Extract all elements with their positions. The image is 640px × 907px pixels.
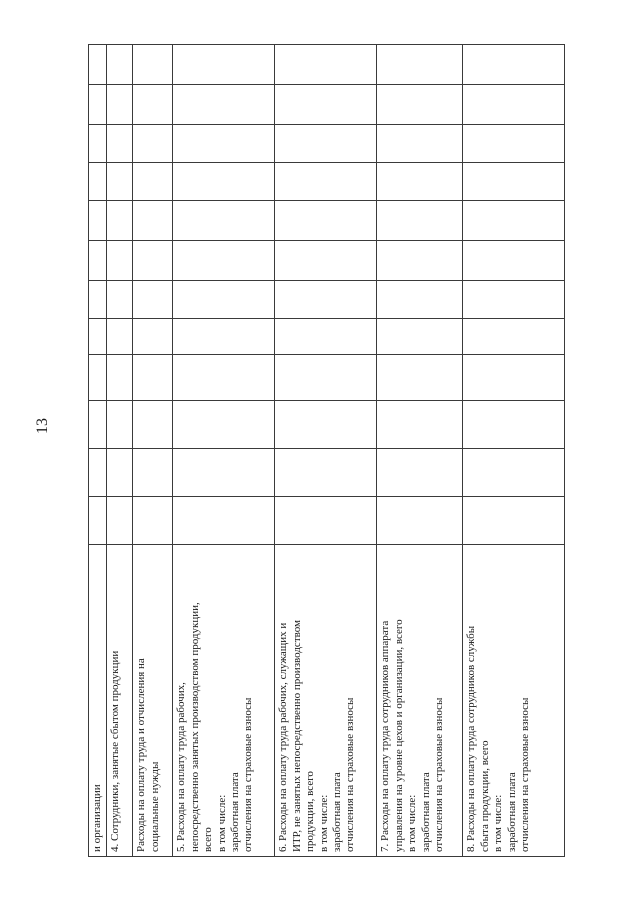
empty-value-cell: [107, 85, 133, 125]
empty-value-cell: [89, 319, 107, 355]
empty-value-cell: [133, 85, 173, 125]
empty-value-cell: [463, 241, 565, 281]
cost-table: [88, 44, 565, 857]
empty-value-cell: [89, 125, 107, 163]
empty-value-cell: [133, 355, 173, 401]
empty-value-cell: [173, 281, 275, 319]
rotated-table-sheet: [88, 45, 563, 857]
empty-value-cell: [133, 401, 173, 449]
empty-value-cell: [377, 355, 463, 401]
empty-value-cell: [463, 201, 565, 241]
empty-value-cell: [173, 319, 275, 355]
empty-value-cell: [275, 201, 377, 241]
empty-value-cell: [377, 45, 463, 85]
table-row: [173, 45, 275, 857]
empty-value-cell: [173, 241, 275, 281]
empty-value-cell: [463, 497, 565, 545]
empty-value-cell: [173, 125, 275, 163]
empty-value-cell: [107, 125, 133, 163]
empty-value-cell: [173, 201, 275, 241]
table-row: [377, 45, 463, 857]
empty-value-cell: [107, 401, 133, 449]
empty-value-cell: [89, 401, 107, 449]
empty-value-cell: [89, 241, 107, 281]
empty-value-cell: [377, 85, 463, 125]
empty-value-cell: [275, 241, 377, 281]
empty-value-cell: [377, 163, 463, 201]
empty-value-cell: [107, 241, 133, 281]
empty-value-cell: [463, 125, 565, 163]
table-row: [107, 45, 133, 857]
empty-value-cell: [275, 497, 377, 545]
row-label-cell: и организации: [89, 545, 107, 857]
empty-value-cell: [275, 449, 377, 497]
row-label-cell: Расходы на оплату труда и отчисления на социальные нужды: [133, 545, 173, 857]
empty-value-cell: [89, 85, 107, 125]
table-row: [275, 45, 377, 857]
empty-value-cell: [133, 125, 173, 163]
empty-value-cell: [377, 241, 463, 281]
empty-value-cell: [275, 319, 377, 355]
row-label-cell: 7. Расходы на оплату труда сотрудников аппарата управления на уровне цехов и организации, всего в том числе: заработная плата отчисления на страховые взносы: [377, 545, 463, 857]
empty-value-cell: [463, 401, 565, 449]
empty-value-cell: [275, 163, 377, 201]
empty-value-cell: [275, 401, 377, 449]
empty-value-cell: [173, 163, 275, 201]
empty-value-cell: [107, 163, 133, 201]
empty-value-cell: [463, 85, 565, 125]
row-label-cell: 8. Расходы на оплату труда сотрудников службы сбыта продукции, всего в том числе: заработная плата отчисления на страховые взносы: [463, 545, 565, 857]
page-number: 13: [34, 418, 51, 434]
empty-value-cell: [463, 45, 565, 85]
row-label-cell: 4. Сотрудники, занятые сбытом продукции: [107, 545, 133, 857]
table-row: [133, 45, 173, 857]
empty-value-cell: [133, 281, 173, 319]
empty-value-cell: [89, 201, 107, 241]
empty-value-cell: [133, 163, 173, 201]
empty-value-cell: [377, 449, 463, 497]
empty-value-cell: [377, 319, 463, 355]
empty-value-cell: [107, 319, 133, 355]
empty-value-cell: [173, 45, 275, 85]
empty-value-cell: [173, 355, 275, 401]
empty-value-cell: [275, 355, 377, 401]
empty-value-cell: [463, 319, 565, 355]
table-row: [89, 45, 107, 857]
empty-value-cell: [377, 497, 463, 545]
empty-value-cell: [107, 281, 133, 319]
empty-value-cell: [107, 497, 133, 545]
empty-value-cell: [275, 125, 377, 163]
empty-value-cell: [173, 85, 275, 125]
empty-value-cell: [275, 281, 377, 319]
empty-value-cell: [107, 449, 133, 497]
empty-value-cell: [89, 281, 107, 319]
empty-value-cell: [89, 449, 107, 497]
empty-value-cell: [173, 449, 275, 497]
empty-value-cell: [463, 163, 565, 201]
empty-value-cell: [275, 85, 377, 125]
table-row: [463, 45, 565, 857]
empty-value-cell: [173, 401, 275, 449]
empty-value-cell: [275, 45, 377, 85]
empty-value-cell: [133, 319, 173, 355]
empty-value-cell: [133, 45, 173, 85]
empty-value-cell: [133, 201, 173, 241]
empty-value-cell: [107, 355, 133, 401]
empty-value-cell: [89, 163, 107, 201]
row-label-cell: 6. Расходы на оплату труда рабочих, служащих и ИТР, не занятых непосредственно производством продукции, всего в том числе: заработная плата отчисления на страховые взносы: [275, 545, 377, 857]
empty-value-cell: [133, 449, 173, 497]
row-label-cell: 5. Расходы на оплату труда рабочих, непосредственно занятых производством продукции, всего в том числе: заработная плата отчисления на страховые взносы: [173, 545, 275, 857]
empty-value-cell: [107, 45, 133, 85]
empty-value-cell: [463, 281, 565, 319]
empty-value-cell: [377, 201, 463, 241]
empty-value-cell: [463, 449, 565, 497]
empty-value-cell: [89, 45, 107, 85]
empty-value-cell: [89, 355, 107, 401]
empty-value-cell: [133, 497, 173, 545]
empty-value-cell: [173, 497, 275, 545]
empty-value-cell: [89, 497, 107, 545]
empty-value-cell: [133, 241, 173, 281]
empty-value-cell: [377, 125, 463, 163]
empty-value-cell: [377, 281, 463, 319]
empty-value-cell: [107, 201, 133, 241]
empty-value-cell: [463, 355, 565, 401]
empty-value-cell: [377, 401, 463, 449]
